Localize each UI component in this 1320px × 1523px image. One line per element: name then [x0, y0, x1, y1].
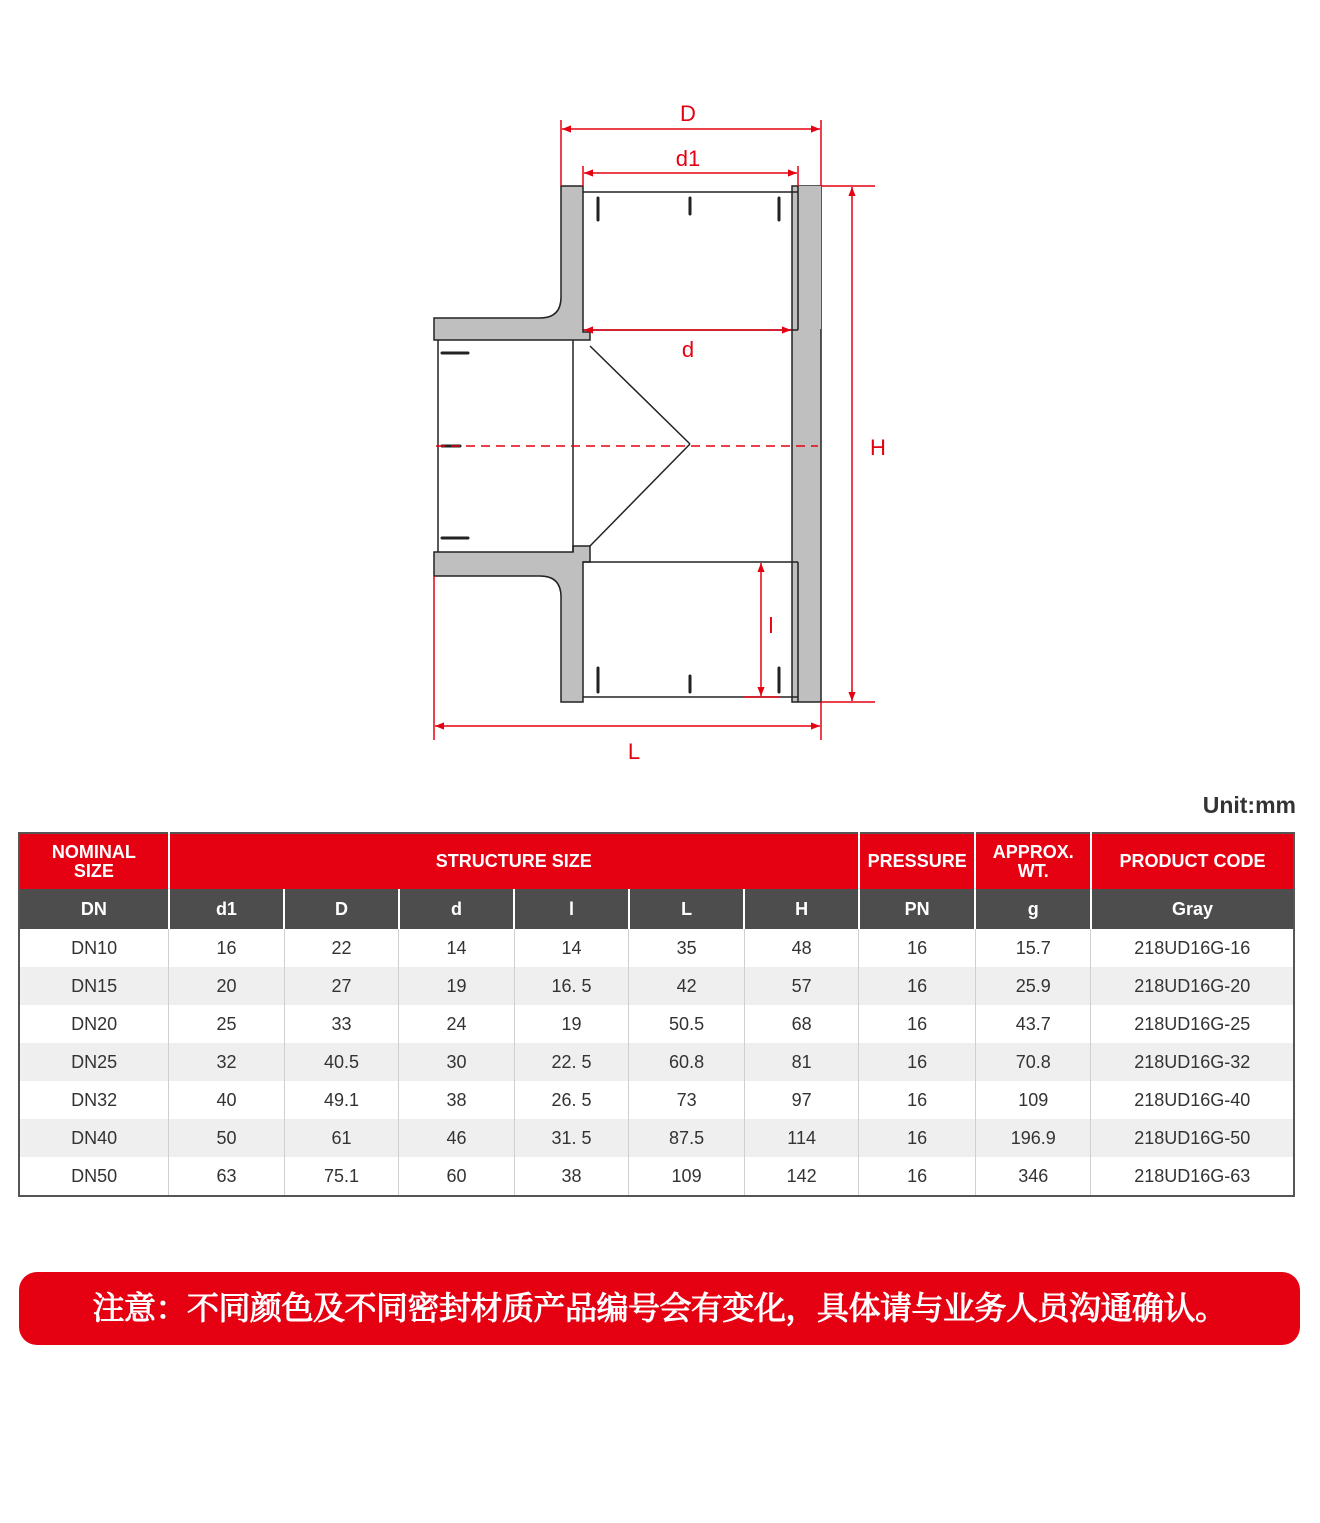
table-cell-pn: 16: [859, 1157, 976, 1196]
table-cell-d1: 25: [169, 1005, 285, 1043]
table-cell-gray: 218UD16G-32: [1091, 1043, 1294, 1081]
table-cell-gray: 218UD16G-25: [1091, 1005, 1294, 1043]
table-cell-d1: 16: [169, 929, 285, 967]
table-cell-l: 31. 5: [514, 1119, 629, 1157]
table-cell-l: 26. 5: [514, 1081, 629, 1119]
table-cell-dn: DN40: [19, 1119, 169, 1157]
unit-label: Unit:mm: [1202, 792, 1296, 818]
pipe-walls: [434, 186, 821, 702]
table-cell-dn: DN15: [19, 967, 169, 1005]
table-cell-dn: DN25: [19, 1043, 169, 1081]
table-cell-L: 73: [629, 1081, 745, 1119]
table-cell-g: 346: [975, 1157, 1091, 1196]
table-cell-g: 109: [975, 1081, 1091, 1119]
table-cell-d: 60: [399, 1157, 515, 1196]
table-cell-gray: 218UD16G-20: [1091, 967, 1294, 1005]
table-cell-l: 19: [514, 1005, 629, 1043]
table-cell-g: 70.8: [975, 1043, 1091, 1081]
header-pressure: PRESSURE: [859, 833, 976, 889]
table-cell-L: 87.5: [629, 1119, 745, 1157]
table-cell-D: 22: [284, 929, 399, 967]
table-cell-L: 50.5: [629, 1005, 745, 1043]
table-cell-pn: 16: [859, 929, 976, 967]
table-cell-d: 14: [399, 929, 515, 967]
table-cell-g: 15.7: [975, 929, 1091, 967]
label-L: L: [627, 739, 641, 764]
table-cell-gray: 218UD16G-63: [1091, 1157, 1294, 1196]
header-product-code: PRODUCT CODE: [1091, 833, 1294, 889]
table-cell-H: 81: [744, 1043, 859, 1081]
table-cell-pn: 16: [859, 1005, 976, 1043]
table-cell-g: 196.9: [975, 1119, 1091, 1157]
table-row: [19, 1157, 1294, 1196]
label-D: D: [680, 101, 696, 126]
column-header-H: H: [744, 889, 859, 929]
table-cell-dn: DN32: [71, 1089, 118, 1110]
spec-table: [18, 832, 1295, 1197]
table-group-header-row: [19, 833, 1294, 889]
left-wall-lower: [434, 546, 590, 702]
header-structure-size: STRUCTURE SIZE: [169, 833, 859, 889]
label-l: l: [768, 613, 774, 638]
column-header-L: L: [629, 889, 745, 929]
table-cell-H: 142: [744, 1157, 859, 1196]
table-cell-gray: 218UD16G-40: [1091, 1081, 1294, 1119]
table-cell-H: 97: [744, 1081, 859, 1119]
table-cell-D: 49.1: [284, 1081, 399, 1119]
right-wall-socket-top: [798, 186, 821, 329]
table-cell-d: 24: [399, 1005, 515, 1043]
table-cell-L: 35: [629, 929, 745, 967]
column-header-dn: DN: [19, 889, 169, 929]
table-column-header-row: [19, 889, 1294, 929]
table-cell-D: 61: [284, 1119, 399, 1157]
header-approx-wt: APPROX. WT.: [975, 833, 1091, 889]
table-cell-l: 14: [514, 929, 629, 967]
table-cell-gray: 218UD16G-50: [1091, 1119, 1294, 1157]
table-row: [19, 1119, 1294, 1157]
table-cell-D: 27: [284, 967, 399, 1005]
table-cell-d1: 50: [169, 1119, 285, 1157]
notice-banner: 注意：不同颜色及不同密封材质产品编号会有变化，具体请与业务人员沟通确认。: [19, 1272, 1300, 1345]
table-cell-pn: 16: [859, 967, 976, 1005]
inner-outlines: [438, 186, 798, 702]
table-row: [19, 967, 1294, 1005]
table-cell-dn: DN10: [71, 937, 118, 958]
header-nominal-size: NOMINAL SIZE: [19, 833, 169, 889]
column-header-l: l: [514, 889, 629, 929]
table-cell-dn: DN50: [71, 1165, 118, 1186]
label-H: H: [870, 435, 886, 460]
table-cell-L: 42: [629, 967, 745, 1005]
table-cell-d1: 63: [169, 1157, 285, 1196]
column-header-d1: d1: [169, 889, 285, 929]
table-cell-pn: 16: [859, 1119, 976, 1157]
table-cell-D: 75.1: [284, 1157, 399, 1196]
table-cell-d1: 40: [169, 1081, 285, 1119]
table-cell-L: 109: [629, 1157, 745, 1196]
table-cell-g: 43.7: [975, 1005, 1091, 1043]
column-header-pn: PN: [859, 889, 976, 929]
table-cell-d: 30: [399, 1043, 515, 1081]
table-cell-l: 22. 5: [514, 1043, 629, 1081]
table-cell-H: 114: [744, 1119, 859, 1157]
table-cell-l: 38: [514, 1157, 629, 1196]
label-d1: d1: [675, 146, 701, 171]
table-cell-gray: 218UD16G-16: [1091, 929, 1294, 967]
table-cell-d: 46: [399, 1119, 515, 1157]
left-wall-upper: [434, 186, 590, 340]
table-cell-d: 19: [399, 967, 515, 1005]
table-cell-l: 16. 5: [514, 967, 629, 1005]
table-cell-H: 68: [744, 1005, 859, 1043]
column-header-d: d: [399, 889, 515, 929]
table-cell-g: 25.9: [975, 967, 1091, 1005]
table-row: [19, 1043, 1294, 1081]
table-row: [19, 1005, 1294, 1043]
table-row: [19, 929, 1294, 967]
label-d: d: [681, 337, 695, 362]
column-header-D: D: [284, 889, 399, 929]
table-cell-D: 40.5: [284, 1043, 399, 1081]
table-cell-d1: 20: [169, 967, 285, 1005]
table-cell-pn: 16: [859, 1043, 976, 1081]
table-cell-L: 60.8: [629, 1043, 745, 1081]
table-cell-d1: 32: [169, 1043, 285, 1081]
table-cell-pn: 16: [859, 1081, 976, 1119]
table-row: [19, 1081, 1294, 1119]
table-cell-H: 57: [744, 967, 859, 1005]
table-cell-D: 33: [284, 1005, 399, 1043]
table-cell-dn: DN20: [71, 1013, 118, 1034]
column-header-g: g: [975, 889, 1091, 929]
table-cell-d: 38: [399, 1081, 515, 1119]
socket-marks: [442, 198, 779, 692]
table-cell-H: 48: [744, 929, 859, 967]
column-header-gray: Gray: [1091, 889, 1294, 929]
